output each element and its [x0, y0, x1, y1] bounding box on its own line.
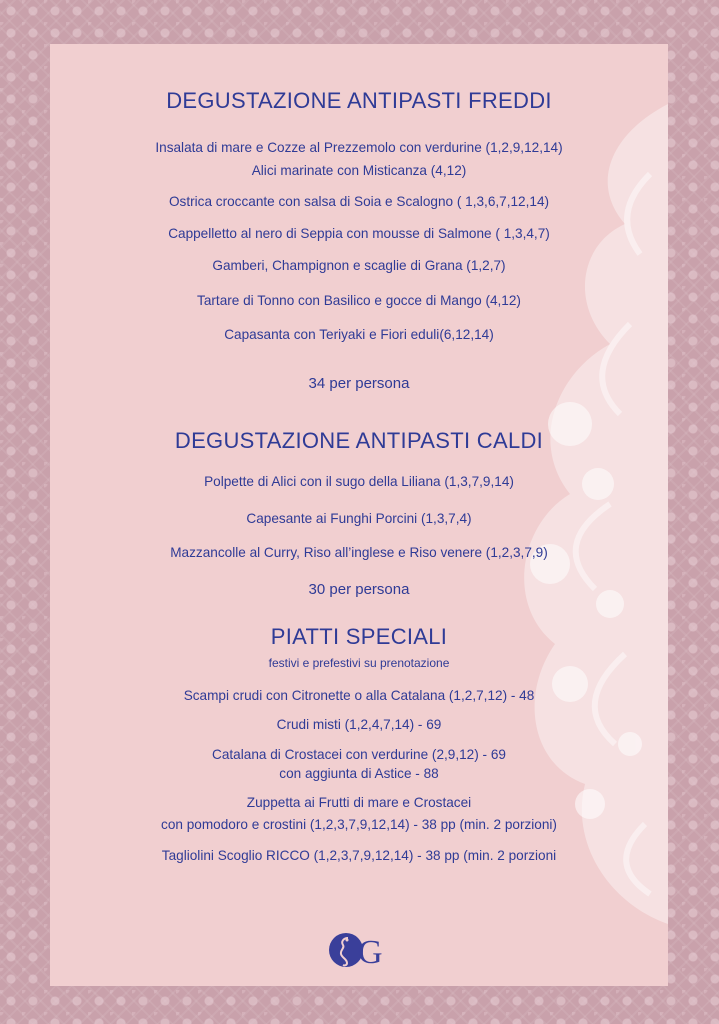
section-title-caldi: DEGUSTAZIONE ANTIPASTI CALDI: [174, 428, 544, 453]
menu-item: Capesante ai Funghi Porcini (1,3,7,4): [246, 511, 472, 526]
menu-item: Crudi misti (1,2,4,7,14) - 69: [276, 717, 442, 732]
restaurant-logo: [328, 928, 392, 972]
section-price-caldi: 30 per persona: [308, 581, 410, 598]
menu-item: Tartare di Tonno con Basilico e gocce di Mango (4,12): [197, 293, 521, 308]
menu-item: Alici marinate con Misticanza (4,12): [251, 163, 467, 178]
menu-item: Scampi crudi con Citronette o alla Catalana (1,2,7,12) - 48: [183, 688, 535, 703]
menu-item: Gamberi, Champignon e scaglie di Grana (1,2,7): [212, 258, 506, 273]
menu-item: Polpette di Alici con il sugo della Liliana (1,3,7,9,14): [204, 474, 514, 489]
menu-item: Zuppetta ai Frutti di mare e Crostacei: [246, 795, 472, 810]
menu-item: Capasanta con Teriyaki e Fiori eduli(6,12,14): [224, 327, 494, 342]
section-price-freddi: 34 per persona: [308, 375, 410, 392]
menu-item: Cappelletto al nero di Seppia con mousse di Salmone ( 1,3,4,7): [168, 226, 550, 241]
menu-item: con aggiunta di Astice - 88: [279, 766, 439, 781]
menu-content: [50, 44, 668, 986]
menu-item: con pomodoro e crostini (1,2,3,7,9,12,14) - 38 pp (min. 2 porzioni): [161, 817, 557, 832]
section-title-freddi: DEGUSTAZIONE ANTIPASTI FREDDI: [166, 88, 552, 113]
menu-panel: [50, 44, 668, 986]
section-subtitle-speciali: festivi e prefestivi su prenotazione: [268, 656, 450, 670]
logo-letter: G: [358, 934, 383, 971]
menu-item: Tagliolini Scoglio RICCO (1,2,3,7,9,12,14) - 38 pp (min. 2 porzioni: [161, 848, 557, 863]
section-title-speciali: PIATTI SPECIALI: [270, 624, 448, 649]
menu-item: Ostrica croccante con salsa di Soia e Scalogno ( 1,3,6,7,12,14): [168, 194, 550, 209]
menu-item: Mazzancolle al Curry, Riso all’inglese e Riso venere (1,2,3,7,9): [170, 545, 548, 560]
menu-item: Catalana di Crostacei con verdurine (2,9,12) - 69: [212, 747, 506, 762]
menu-item: Insalata di mare e Cozze al Prezzemolo con verdurine (1,2,9,12,14): [155, 140, 563, 155]
